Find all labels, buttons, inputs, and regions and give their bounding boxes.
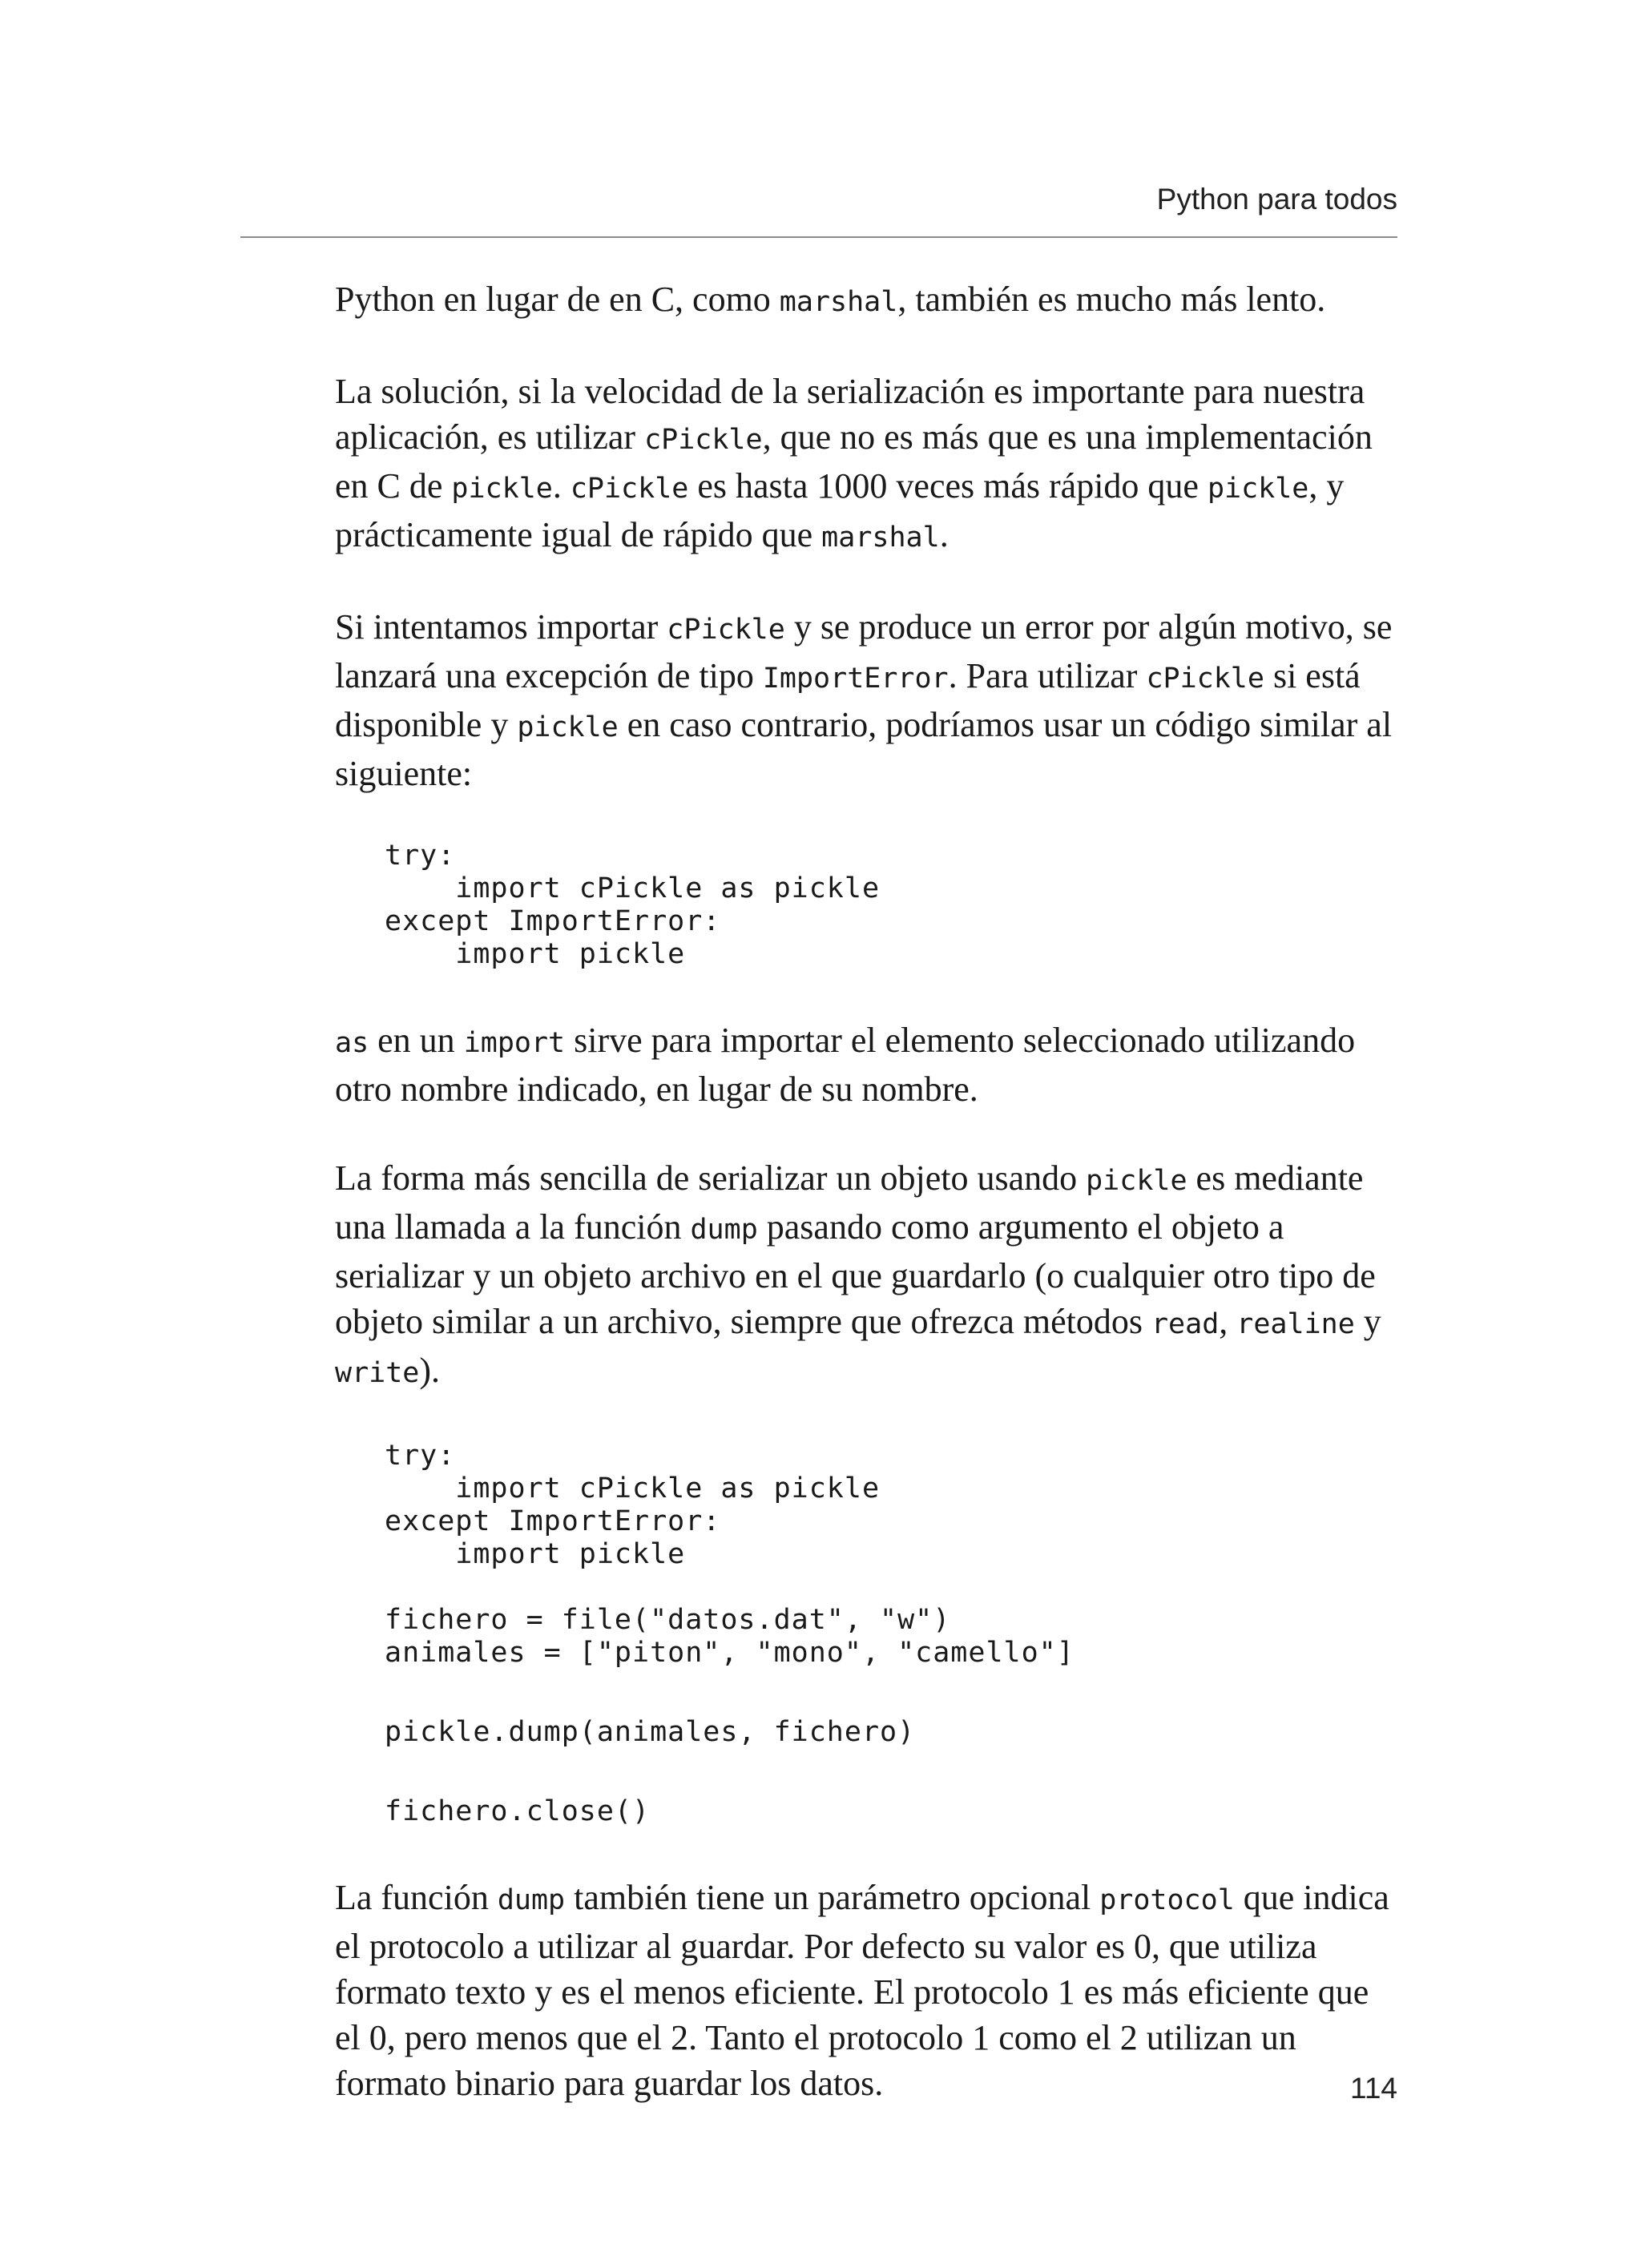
code-block-dump: pickle.dump(animales, fichero) <box>385 1716 916 1748</box>
inline-code: as <box>335 1027 369 1059</box>
paragraph-4: as en un import sirve para importar el elemento seleccionado utilizando otro nombre indicado, en lugar de su nombre. <box>335 1021 1356 1109</box>
inline-code: realine <box>1236 1308 1355 1340</box>
inline-code: import <box>463 1027 566 1059</box>
running-header: Python para todos <box>1156 183 1397 216</box>
code-block-import: try: import cPickle as pickle except ImportError: import pickle <box>385 840 881 970</box>
paragraph-5: La forma más sencilla de serializar un objeto usando pickle es mediante una llamada a la función dump pasando como argumento el objeto a serializar y un objeto archivo en el que guardarlo (o cualquier otro tipo de objeto similar a un archivo, siempre que ofrezca métodos read, realine y write). <box>335 1158 1381 1390</box>
inline-code: dump <box>690 1214 758 1246</box>
paragraph-2: La solución, si la velocidad de la serialización es importante para nuestra aplicación, es utilizar cPickle, que no es más que es una implementación en C de pickle. cPickle es hasta 1000 veces más rápido que pickle, y prácticamente igual de rápido que marshal. <box>335 372 1373 554</box>
inline-code: cPickle <box>644 424 763 456</box>
inline-code: ImportError <box>762 663 949 695</box>
inline-code: cPickle <box>667 614 785 646</box>
page-number: 114 <box>1350 2072 1397 2105</box>
inline-code: pickle <box>1207 473 1309 505</box>
paragraph-6: La función dump también tiene un parámetro opcional protocol que indica el protocolo a utilizar al guardar. Por defecto su valor es 0, que utiliza formato texto y es el menos eficiente. El protocolo 1 es más eficiente que el 0, pero menos que el 2. Tanto el protocolo 1 como el 2 utilizan un formato binario para guardar los datos. <box>335 1878 1389 2103</box>
paragraph-3: Si intentamos importar cPickle y se produce un error por algún motivo, se lanzará una excepción de tipo ImportError. Para utilizar cPickle si está disponible y pickle en caso contrario, podríamos usar un código similar al siguiente: <box>335 607 1393 793</box>
inline-code: dump <box>497 1884 566 1916</box>
code-block-close: fichero.close() <box>385 1795 651 1827</box>
paragraph-1: Python en lugar de en C, como marshal, también es mucho más lento. <box>335 280 1326 319</box>
inline-code: pickle <box>1086 1165 1187 1197</box>
inline-code: marshal <box>821 522 940 554</box>
inline-code: pickle <box>451 473 553 505</box>
inline-code: write <box>335 1357 420 1389</box>
code-block-serialize: try: import cPickle as pickle except ImportError: import pickle fichero = file("datos.dat", "w") animales = ["piton", "mono", "camello"] <box>385 1440 1075 1669</box>
inline-code: cPickle <box>1146 663 1264 695</box>
body-text <box>335 276 1397 2149</box>
inline-code: cPickle <box>570 473 689 505</box>
inline-code: marshal <box>779 286 898 318</box>
inline-code: protocol <box>1099 1884 1235 1916</box>
inline-code: read <box>1151 1308 1220 1340</box>
header-divider <box>240 236 1397 238</box>
inline-code: pickle <box>517 711 619 743</box>
